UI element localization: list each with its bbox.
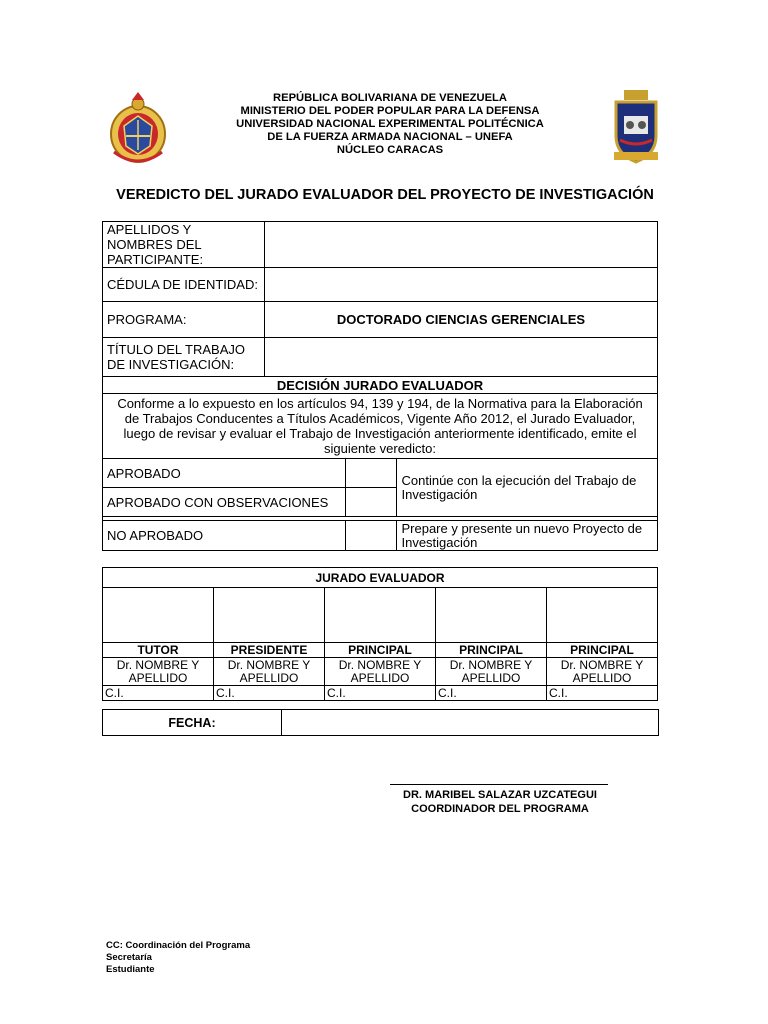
jury-ci: C.I. <box>436 686 547 701</box>
jury-heading: JURADO EVALUADOR <box>103 568 658 588</box>
participant-form-table <box>102 221 658 551</box>
option-approved-obs-label: APROBADO CON OBSERVACIONES <box>103 488 346 517</box>
signature-box[interactable] <box>214 588 325 643</box>
decision-paragraph: Conforme a lo expuesto en los artículos 94, 139 y 194, de la Normativa para la Elaboración de Trabajos Conducentes a Títulos Académicos, Vigente Año 2012, el Jurado Evaluador, luego de revisar y evaluar el Trabajo de Investigación anteriormente identificado, emite el siguiente veredicto: <box>103 394 658 459</box>
date-field[interactable] <box>282 710 659 736</box>
institution-header <box>200 92 580 157</box>
jury-ci: C.I. <box>547 686 658 701</box>
id-field[interactable] <box>264 268 657 302</box>
university-shield-logo <box>610 88 662 166</box>
program-label: PROGRAMA: <box>103 302 265 338</box>
signature-box[interactable] <box>436 588 547 643</box>
jury-role: PRESIDENTE <box>214 643 325 658</box>
header-line: UNIVERSIDAD NACIONAL EXPERIMENTAL POLITÉCNICA <box>236 118 544 130</box>
date-table <box>102 709 659 736</box>
option-approved-checkbox[interactable] <box>345 459 397 488</box>
option-approved-label: APROBADO <box>103 459 346 488</box>
jury-ci: C.I. <box>214 686 325 701</box>
header-line: REPÚBLICA BOLIVARIANA DE VENEZUELA <box>273 92 507 104</box>
cc-line: CC: Coordinación del Programa <box>106 940 251 951</box>
signature-line <box>390 784 608 785</box>
participant-field[interactable] <box>264 222 657 268</box>
jury-table <box>102 567 658 701</box>
header-line: DE LA FUERZA ARMADA NACIONAL – UNEFA <box>267 131 513 143</box>
cc-list <box>106 940 250 976</box>
program-value: DOCTORADO CIENCIAS GERENCIALES <box>264 302 657 338</box>
id-label: CÉDULA DE IDENTIDAD: <box>103 268 265 302</box>
jury-name: Dr. NOMBRE Y APELLIDO <box>103 658 214 686</box>
jury-name: Dr. NOMBRE Y APELLIDO <box>214 658 325 686</box>
jury-role: PRINCIPAL <box>325 643 436 658</box>
cc-line: Estudiante <box>106 964 155 975</box>
jury-name: Dr. NOMBRE Y APELLIDO <box>325 658 436 686</box>
cc-line: Secretaría <box>106 952 152 963</box>
work-title-label: TÍTULO DEL TRABAJO DE INVESTIGACIÓN: <box>103 338 265 377</box>
option-approved-obs-checkbox[interactable] <box>345 488 397 517</box>
option-not-approved-label: NO APROBADO <box>103 521 346 551</box>
signature-box[interactable] <box>547 588 658 643</box>
jury-ci: C.I. <box>103 686 214 701</box>
jury-ci: C.I. <box>325 686 436 701</box>
jury-role: TUTOR <box>103 643 214 658</box>
coordinator-name: DR. MARIBEL SALAZAR UZCATEGUI <box>403 789 597 801</box>
header-line: MINISTERIO DEL PODER POPULAR PARA LA DEFENSA <box>240 105 540 117</box>
coat-of-arms-logo <box>106 90 170 168</box>
coordinator-signature-block <box>360 788 640 816</box>
coordinator-title: COORDINADOR DEL PROGRAMA <box>411 803 589 815</box>
decision-heading: DECISIÓN JURADO EVALUADOR <box>103 377 658 394</box>
jury-role: PRINCIPAL <box>436 643 547 658</box>
signature-box[interactable] <box>325 588 436 643</box>
continue-note: Continúe con la ejecución del Trabajo de Investigación <box>397 459 658 517</box>
work-title-field[interactable] <box>264 338 657 377</box>
document-title: VEREDICTO DEL JURADO EVALUADOR DEL PROYECTO DE INVESTIGACIÓN <box>116 187 654 203</box>
option-not-approved-checkbox[interactable] <box>345 521 397 551</box>
jury-name: Dr. NOMBRE Y APELLIDO <box>436 658 547 686</box>
participant-label: APELLIDOS Y NOMBRES DEL PARTICIPANTE: <box>103 222 265 268</box>
jury-role: PRINCIPAL <box>547 643 658 658</box>
new-project-note: Prepare y presente un nuevo Proyecto de Investigación <box>397 521 658 551</box>
header-line: NÚCLEO CARACAS <box>336 144 444 156</box>
jury-name: Dr. NOMBRE Y APELLIDO <box>547 658 658 686</box>
date-label: FECHA: <box>103 710 282 736</box>
signature-box[interactable] <box>103 588 214 643</box>
